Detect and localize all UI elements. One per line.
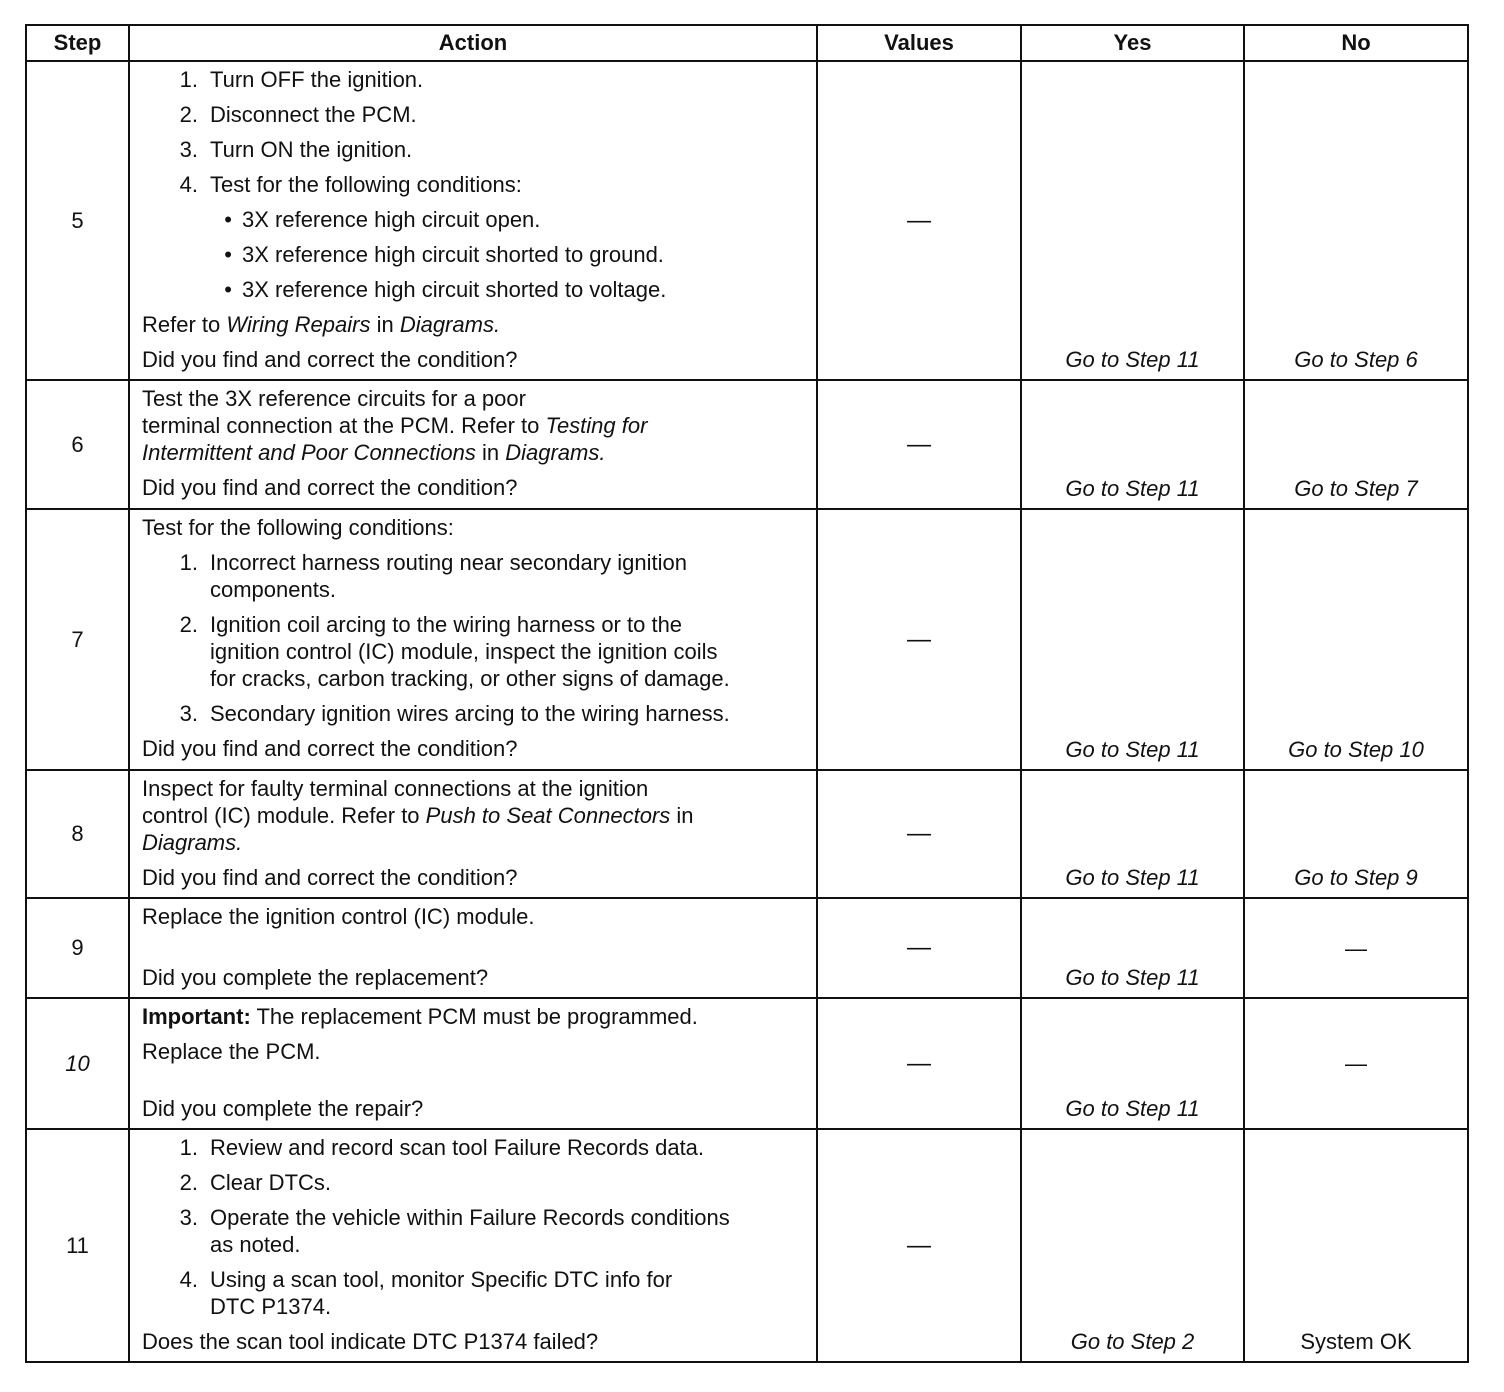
list-item: 4. Test for the following conditions: [179,172,522,197]
header-values: Values [817,25,1021,61]
values-cell: — [817,380,1021,509]
list-item: 1. Review and record scan tool Failure Records data. [179,1135,705,1160]
table-row [26,770,1468,898]
yes-cell: Go to Step 11 [1021,898,1244,998]
diagnostic-table [25,24,1469,1363]
question: Did you complete the replacement? [142,965,489,990]
step-number: 9 [26,898,129,998]
push-to-seat-ref: Push to Seat Connectors [425,803,671,828]
testing-ref: Testing for [545,413,648,438]
action-cell: Test the 3X reference circuits for a poor terminal connection at the PCM. Refer to Testing for Intermittent and Poor Connections in Diagrams. Did you find and correct the condition? [129,380,817,509]
bullet-item: • 3X reference high circuit shorted to ground. [142,241,808,268]
action-cell: Replace the ignition control (IC) module. Did you complete the replacement? [129,898,817,998]
question: Did you find and correct the condition? [142,736,518,761]
list-item: 3. Operate the vehicle within Failure Records conditions as noted. [179,1205,730,1257]
action-cell: Inspect for faulty terminal connections at the ignition control (IC) module. Refer to Push to Seat Connectors in Diagrams. Did you find and correct the condition? [129,770,817,898]
table-row [26,380,1468,509]
list-item: 3. Secondary ignition wires arcing to the wiring harness. [179,701,730,726]
yes-cell: Go to Step 11 [1021,61,1244,380]
list-item: 1. Turn OFF the ignition. [179,67,424,92]
diagrams-ref: Diagrams. [142,830,243,855]
step-number: 10 [26,998,129,1129]
step-number: 6 [26,380,129,509]
refer-line: Refer to Wiring Repairs in Diagrams. [142,312,501,337]
list-item: 2. Ignition coil arcing to the wiring harness or to the ignition control (IC) module, inspect the ignition coils for cracks, carbon tracking, or other signs of damage. [179,612,730,691]
header-action: Action [129,25,817,61]
step-number: 7 [26,509,129,770]
action-cell: Test for the following conditions: 1. Incorrect harness routing near secondary ignition components. 2. Ignition coil arcing to the wiring harness or to the ignition control (IC) module, inspect the ignition coils for cracks, carbon tracking, or other signs of damage. 3. Secondary ignition wires arcing to the wiring harness. Did you find and correct the condition? [129,509,817,770]
list-item: 3. Turn ON the ignition. [179,137,413,162]
values-cell: — [817,998,1021,1129]
question: Did you find and correct the condition? [142,865,518,890]
values-cell: — [817,898,1021,998]
question: Did you find and correct the condition? [142,347,518,372]
action-cell [129,61,817,380]
step-number: 11 [26,1129,129,1362]
yes-cell: Go to Step 2 [1021,1129,1244,1362]
table-row [26,509,1468,770]
action-cell: Important: The replacement PCM must be programmed. Replace the PCM. Did you complete the repair? [129,998,817,1129]
yes-cell: Go to Step 11 [1021,509,1244,770]
no-cell: Go to Step 10 [1244,509,1468,770]
table-row [26,1129,1468,1362]
question: Did you find and correct the condition? [142,475,518,500]
step-number: 8 [26,770,129,898]
yes-cell: Go to Step 11 [1021,380,1244,509]
header-no: No [1244,25,1468,61]
diagrams-ref: Diagrams. [399,312,501,337]
table-row [26,61,1468,380]
important-note: Important: The replacement PCM must be programmed. [142,1004,698,1029]
wiring-repairs-ref: Wiring Repairs [226,312,371,337]
no-cell: Go to Step 6 [1244,61,1468,380]
action-cell [129,1129,817,1362]
bullet-icon: • [224,207,232,232]
question: Did you complete the repair? [142,1096,424,1121]
important-label: Important: [142,1004,251,1029]
step-number: 5 [26,61,129,380]
bullet-icon: • [224,242,232,267]
table-row [26,898,1468,998]
bullet-item: • 3X reference high circuit open. [142,206,808,233]
no-cell: Go to Step 7 [1244,380,1468,509]
table-row [26,998,1468,1129]
yes-cell: Go to Step 11 [1021,770,1244,898]
list-item: 4. Using a scan tool, monitor Specific DTC info for DTC P1374. [179,1267,673,1319]
list-item: 2. Clear DTCs. [179,1170,332,1195]
no-cell: Go to Step 9 [1244,770,1468,898]
no-cell: System OK [1244,1129,1468,1362]
question: Does the scan tool indicate DTC P1374 failed? [142,1329,599,1354]
header-row [26,25,1468,61]
list-item: 1. Incorrect harness routing near secondary ignition components. [179,550,687,602]
list-item: 2. Disconnect the PCM. [179,102,417,127]
no-cell: — [1244,898,1468,998]
yes-cell: Go to Step 11 [1021,998,1244,1129]
header-step: Step [26,25,129,61]
diagrams-ref: Diagrams. [505,440,606,465]
header-yes: Yes [1021,25,1244,61]
values-cell: — [817,1129,1021,1362]
no-cell: — [1244,998,1468,1129]
values-cell: — [817,61,1021,380]
bullet-icon: • [224,277,232,302]
values-cell: — [817,509,1021,770]
intermittent-ref: Intermittent and Poor Connections [142,440,476,465]
values-cell: — [817,770,1021,898]
bullet-item: • 3X reference high circuit shorted to voltage. [142,276,808,303]
